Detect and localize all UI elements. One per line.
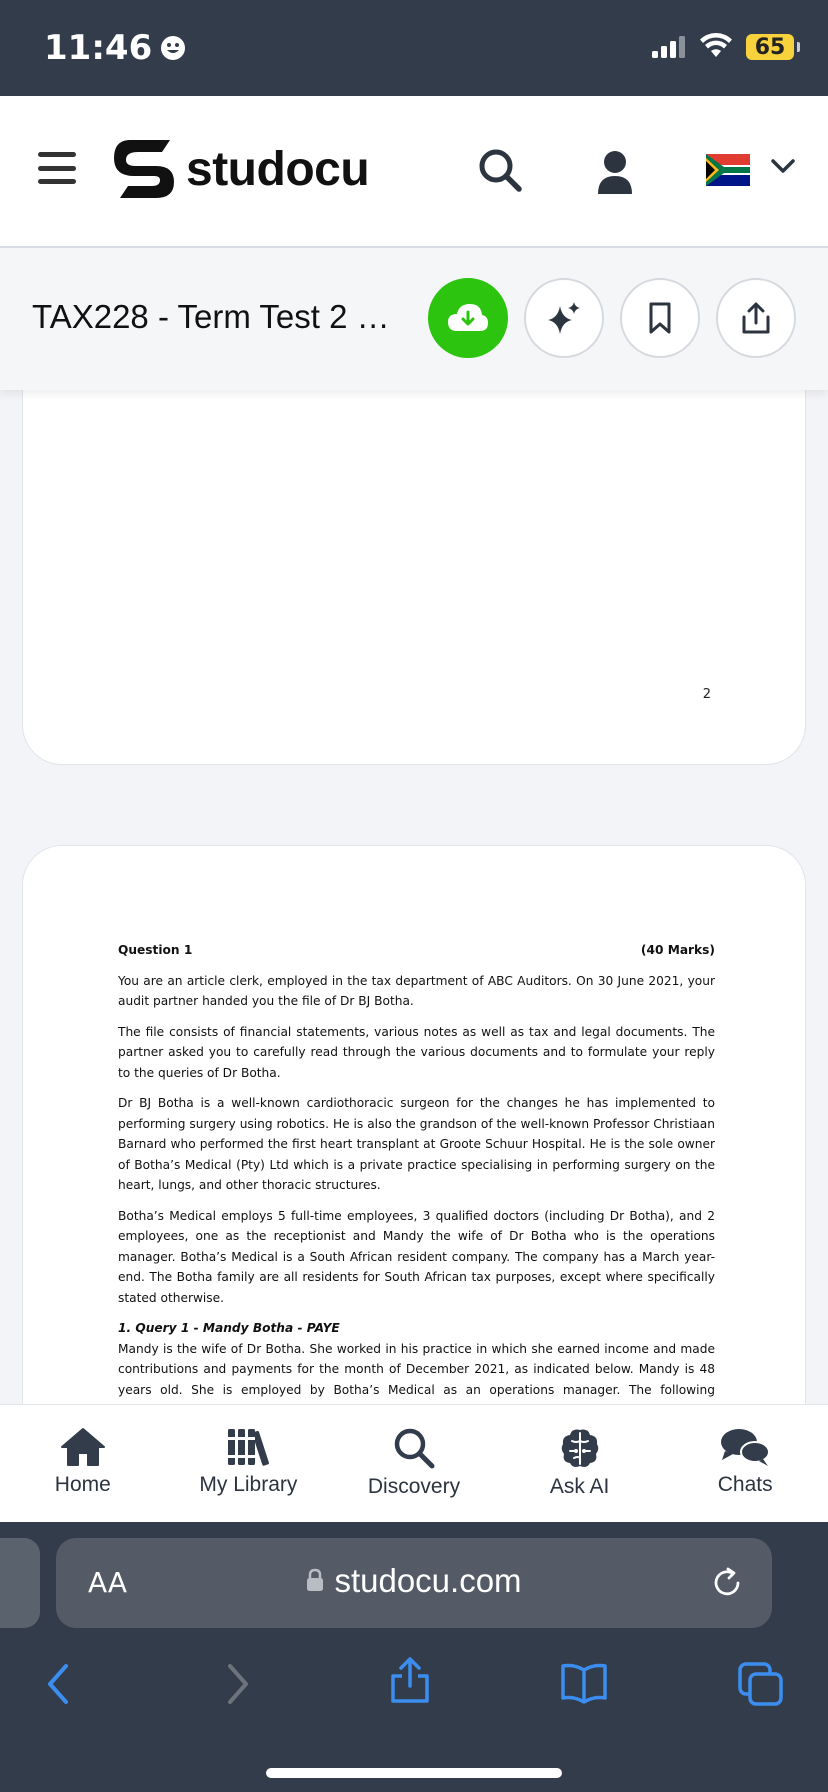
user-icon <box>596 150 634 194</box>
paragraph: Mandy is the wife of Dr Botha. She worked in his practice in which she earned income and made contributions and payments for the month of December 2021, as indicated below. Mandy is 48 years old. She is employed by Botha’s Medical as an operations manager. The following <box>118 1341 715 1397</box>
document-viewer[interactable] <box>0 390 828 1404</box>
book-icon <box>560 1662 608 1702</box>
reload-icon <box>710 1566 744 1600</box>
studocu-logo[interactable] <box>112 138 369 200</box>
text-size-label: AA <box>88 1566 128 1599</box>
url-text: studocu.com <box>334 1562 522 1599</box>
chevron-left-icon <box>44 1662 72 1706</box>
share-icon <box>740 301 772 335</box>
logo-text: studocu <box>186 142 370 196</box>
question-heading <box>118 940 715 961</box>
browser-share-button[interactable] <box>388 1656 432 1709</box>
paragraph: Dr BJ Botha is a well-known cardiothoracic surgeon for the changes he has implemented to performing surgery using robotics. He is also the grandson of the well-known Professor Christiaan Barnard who performed the first heart transplant at Groote Schuur Hospital. He is the sole owner of Botha’s Medical (Pty) Ltd which is a private practice specialising in performing surgery on the heart, lungs, and other thoracic structures. <box>118 1096 715 1192</box>
hamburger-line <box>38 179 76 184</box>
nav-chats[interactable] <box>662 1405 828 1522</box>
chevron-right-icon <box>224 1662 252 1706</box>
status-indicators <box>652 34 794 60</box>
menu-button[interactable] <box>38 152 76 184</box>
library-icon <box>226 1427 270 1467</box>
share-button[interactable] <box>716 278 796 358</box>
status-time <box>44 28 186 68</box>
bottom-navigation <box>0 1404 828 1522</box>
url-display[interactable] <box>56 1562 772 1600</box>
studocu-logo-icon <box>112 138 178 200</box>
battery-indicator: 65 <box>746 34 794 60</box>
country-selector[interactable] <box>706 154 750 191</box>
chats-icon <box>719 1427 771 1467</box>
share-icon <box>388 1656 432 1704</box>
previous-tab-peek[interactable] <box>0 1538 40 1628</box>
document-page <box>22 330 806 765</box>
question-title: Question 1 <box>118 943 193 957</box>
nav-ask-ai[interactable] <box>497 1405 663 1522</box>
bookmark-button[interactable] <box>620 278 700 358</box>
back-button[interactable] <box>44 1662 72 1711</box>
ai-button[interactable] <box>524 278 604 358</box>
brain-icon <box>560 1427 600 1469</box>
paragraph: You are an article clerk, employed in the tax department of ABC Auditors. On 30 June 2021, your audit partner handed you the file of Dr BJ Botha. <box>118 973 715 1008</box>
time-text: 11:46 <box>44 28 153 68</box>
document-content <box>118 940 715 1431</box>
forward-button[interactable] <box>224 1662 252 1711</box>
status-bar <box>0 0 828 96</box>
nav-discovery[interactable] <box>331 1405 497 1522</box>
tabs-icon <box>738 1662 784 1706</box>
paragraph: Botha’s Medical employs 5 full-time employees, 3 qualified doctors (including Dr Botha), and 2 employees, one as the receptionist and Mandy the wife of Dr Botha who is the operations manager. Botha’s Medical is a South African resident company. The company has a March year-end. The Botha family are all residents for South African tax purposes, except where specifically stated otherwise. <box>118 1208 715 1305</box>
country-dropdown-button[interactable] <box>770 158 796 179</box>
address-bar[interactable] <box>56 1538 772 1628</box>
home-icon <box>60 1427 106 1467</box>
subquestion-title: 1. Query 1 - Mandy Botha - PAYE <box>118 1321 340 1335</box>
reload-button[interactable] <box>710 1566 744 1605</box>
hamburger-line <box>38 166 76 171</box>
search-icon <box>393 1427 435 1469</box>
bookmarks-button[interactable] <box>560 1662 608 1707</box>
question-marks: (40 Marks) <box>640 943 715 957</box>
header-search-button[interactable] <box>478 148 522 197</box>
site-header <box>0 96 828 248</box>
nav-my-library-label: My Library <box>199 1473 298 1496</box>
wifi-icon <box>700 35 732 59</box>
nav-home[interactable] <box>0 1405 166 1522</box>
signal-icon <box>652 36 686 58</box>
nav-home-label: Home <box>54 1473 111 1496</box>
document-title: TAX228 - Term Test 2 … <box>32 298 390 335</box>
south-africa-flag-icon <box>706 154 750 186</box>
nav-chats-label: Chats <box>717 1473 773 1496</box>
sparkles-icon <box>546 300 582 336</box>
search-icon <box>478 148 522 192</box>
smiley-icon <box>160 35 186 61</box>
nav-my-library[interactable] <box>166 1405 332 1522</box>
page-number: 2 <box>702 687 711 702</box>
bookmark-icon <box>648 302 672 334</box>
chevron-down-icon <box>770 158 796 174</box>
tabs-button[interactable] <box>738 1662 784 1711</box>
paragraph: The file consists of financial statements, various notes as well as tax and legal documents. The partner asked you to carefully read through the various documents and to formulate your reply to the queries of Dr Botha. <box>118 1024 715 1080</box>
download-button[interactable] <box>428 278 508 358</box>
hamburger-line <box>38 152 76 157</box>
lock-icon <box>306 1568 324 1592</box>
nav-discovery-label: Discovery <box>367 1475 461 1498</box>
browser-chrome <box>0 1522 828 1792</box>
nav-ask-ai-label: Ask AI <box>549 1475 610 1498</box>
document-toolbar <box>0 248 828 390</box>
cloud-download-icon <box>447 303 489 333</box>
home-indicator[interactable] <box>266 1768 562 1778</box>
account-button[interactable] <box>596 150 634 199</box>
